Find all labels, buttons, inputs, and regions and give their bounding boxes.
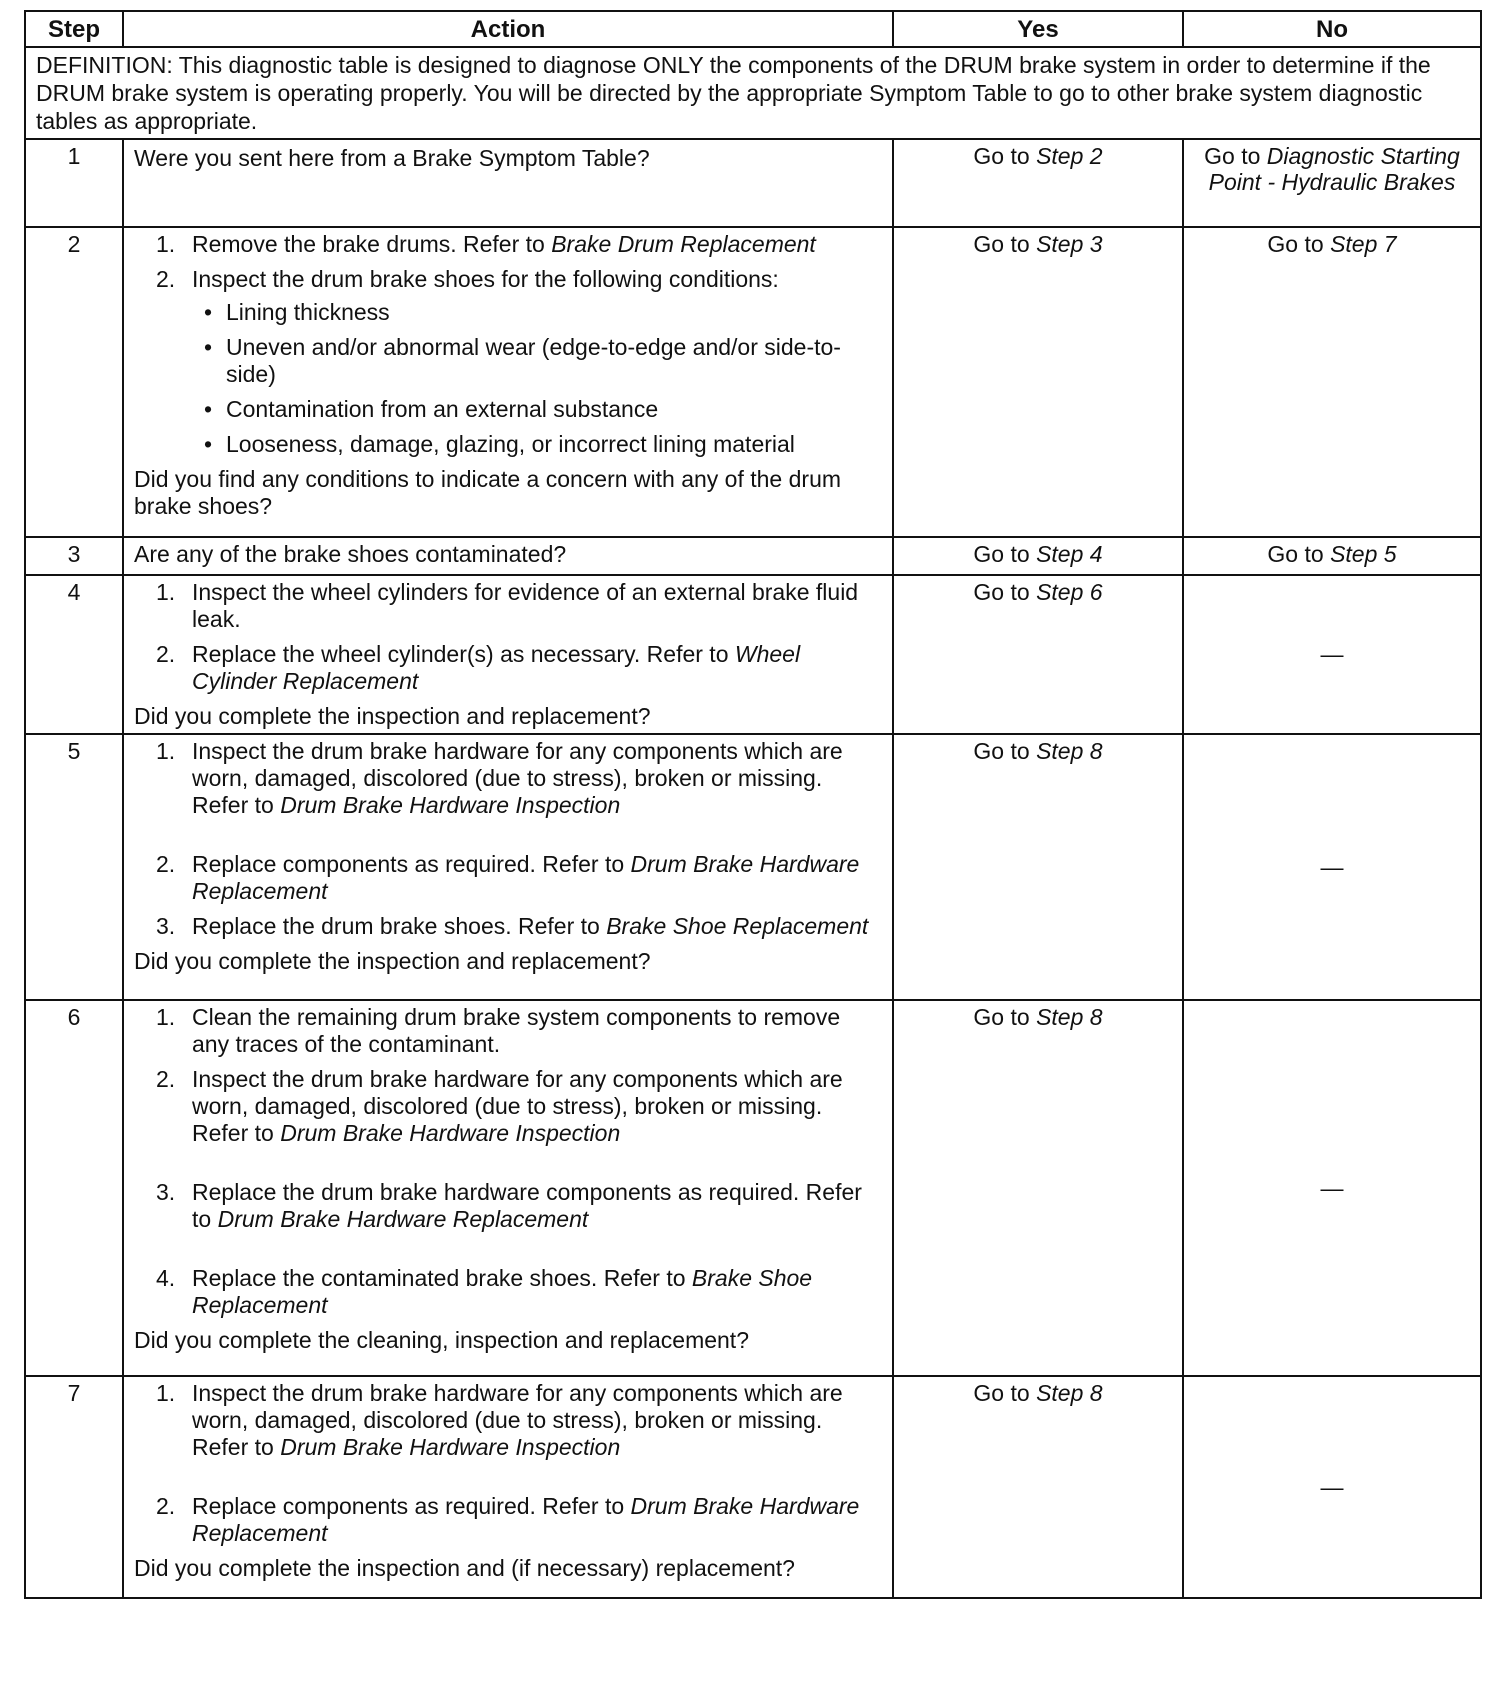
action-list xyxy=(134,1004,882,1319)
item-text: Inspect the drum brake shoes for the following conditions: xyxy=(192,266,779,292)
action-cell xyxy=(123,1000,893,1376)
item-text: Replace components as required. Refer to xyxy=(192,1493,625,1519)
header-step: Step xyxy=(25,11,123,47)
step-number: 4 xyxy=(25,575,123,734)
action-list xyxy=(134,579,882,695)
question-text: Did you complete the cleaning, inspection and replacement? xyxy=(134,1327,749,1353)
goto-label: Go to xyxy=(973,143,1030,169)
table-row xyxy=(25,1000,1481,1376)
item-number: 1. xyxy=(156,738,176,764)
no-cell xyxy=(1183,1376,1481,1598)
condition-item: • Lining thickness xyxy=(192,299,882,326)
item-number: 1. xyxy=(156,579,176,605)
action-list xyxy=(134,738,882,940)
no-cell xyxy=(1183,139,1481,227)
action-cell xyxy=(123,734,893,1000)
item-number: 2. xyxy=(156,851,176,877)
item-reference: Drum Brake Hardware Inspection xyxy=(280,1434,621,1460)
item-reference: Drum Brake Hardware Replacement xyxy=(192,851,860,904)
goto-label: Go to xyxy=(973,1380,1030,1406)
question-text: Were you sent here from a Brake Symptom Table? xyxy=(134,145,650,171)
table-row xyxy=(25,537,1481,575)
goto-label: Go to xyxy=(973,1004,1030,1030)
condition-item: • Looseness, damage, glazing, or incorrect lining material xyxy=(192,431,882,458)
yes-cell xyxy=(893,734,1183,1000)
goto-label: Go to xyxy=(973,738,1030,764)
header-yes: Yes xyxy=(893,11,1183,47)
yes-cell xyxy=(893,139,1183,227)
item-text: Inspect the wheel cylinders for evidence of an external brake fluid leak. xyxy=(192,579,859,632)
step-number: 7 xyxy=(25,1376,123,1598)
action-cell xyxy=(123,139,893,227)
yes-target: Step 8 xyxy=(1036,738,1103,764)
yes-cell xyxy=(893,575,1183,734)
action-cell xyxy=(123,537,893,575)
goto-label: Go to xyxy=(973,579,1030,605)
question-text: Are any of the brake shoes contaminated? xyxy=(134,541,567,567)
condition-item: • Uneven and/or abnormal wear (edge-to-edge and/or side-to-side) xyxy=(192,334,882,388)
action-list xyxy=(134,231,882,458)
question-text: Did you complete the inspection and replacement? xyxy=(134,948,651,974)
yes-target: Step 8 xyxy=(1036,1380,1103,1406)
dash-mark: — xyxy=(1320,853,1344,880)
list-item xyxy=(134,1004,882,1058)
item-number: 2. xyxy=(156,1066,176,1092)
step-number: 3 xyxy=(25,537,123,575)
list-item xyxy=(134,851,882,905)
item-number: 3. xyxy=(156,913,176,939)
step-number: 6 xyxy=(25,1000,123,1376)
header-row xyxy=(25,11,1481,47)
item-reference: Drum Brake Hardware Inspection xyxy=(280,1120,621,1146)
yes-target: Step 2 xyxy=(1036,143,1103,169)
action-cell xyxy=(123,227,893,537)
list-item xyxy=(134,579,882,633)
list-item xyxy=(134,266,882,458)
goto-label: Go to xyxy=(1267,541,1324,567)
item-number: 1. xyxy=(156,231,176,257)
definition-text: DEFINITION: This diagnostic table is designed to diagnose ONLY the components of the DRUM brake system in order to determine if the DRUM brake system is operating properly. You will be directed by the appropriate Symptom Table to go to other brake system diagnostic tables as appropriate. xyxy=(25,47,1481,139)
item-text: Replace components as required. Refer to xyxy=(192,851,625,877)
table-row xyxy=(25,227,1481,537)
dash-mark: — xyxy=(1320,1473,1344,1500)
action-cell xyxy=(123,575,893,734)
dash-mark: — xyxy=(1320,1174,1344,1201)
condition-list xyxy=(192,299,882,458)
item-text: Inspect the drum brake hardware for any components which are worn, damaged, discolored (due to stress), broken or missing. Refer to xyxy=(192,1066,843,1146)
list-item xyxy=(134,1265,882,1319)
no-target: Diagnostic Starting Point - Hydraulic Brakes xyxy=(1208,143,1460,195)
list-item xyxy=(134,231,882,258)
item-number: 3. xyxy=(156,1179,176,1205)
item-reference: Drum Brake Hardware Replacement xyxy=(217,1206,589,1232)
dash-mark: — xyxy=(1320,641,1344,667)
yes-cell xyxy=(893,537,1183,575)
item-number: 2. xyxy=(156,266,176,292)
goto-label: Go to xyxy=(1267,231,1324,257)
item-reference: Drum Brake Hardware Inspection xyxy=(280,792,621,818)
goto-label: Go to xyxy=(973,231,1030,257)
item-text: Clean the remaining drum brake system components to remove any traces of the contaminant. xyxy=(192,1004,841,1057)
question-text: Did you find any conditions to indicate a concern with any of the drum brake shoes? xyxy=(134,466,842,519)
yes-cell xyxy=(893,227,1183,537)
yes-target: Step 6 xyxy=(1036,579,1103,605)
yes-cell xyxy=(893,1376,1183,1598)
item-number: 1. xyxy=(156,1004,176,1030)
list-item xyxy=(134,1493,882,1547)
item-reference: Brake Shoe Replacement xyxy=(606,913,869,939)
question-text: Did you complete the inspection and replacement? xyxy=(134,703,651,729)
definition-row xyxy=(25,47,1481,139)
item-reference: Brake Drum Replacement xyxy=(551,231,816,257)
no-target: Step 7 xyxy=(1330,231,1397,257)
yes-target: Step 4 xyxy=(1036,541,1103,567)
condition-item: • Contamination from an external substance xyxy=(192,396,882,423)
item-reference: Wheel Cylinder Replacement xyxy=(192,641,801,694)
goto-label: Go to xyxy=(1204,143,1261,169)
item-reference: Drum Brake Hardware Replacement xyxy=(192,1493,860,1546)
list-item xyxy=(134,641,882,695)
no-target: Step 5 xyxy=(1330,541,1397,567)
table-row xyxy=(25,139,1481,227)
header-no: No xyxy=(1183,11,1481,47)
list-item xyxy=(134,1066,882,1147)
item-text: Remove the brake drums. Refer to xyxy=(192,231,545,257)
item-number: 2. xyxy=(156,1493,176,1519)
step-number: 2 xyxy=(25,227,123,537)
action-list xyxy=(134,1380,882,1547)
list-item xyxy=(134,738,882,819)
yes-target: Step 8 xyxy=(1036,1004,1103,1030)
no-cell xyxy=(1183,227,1481,537)
no-cell xyxy=(1183,1000,1481,1376)
list-item xyxy=(134,1380,882,1461)
item-text: Inspect the drum brake hardware for any components which are worn, damaged, discolored (due to stress), broken or missing. Refer to xyxy=(192,1380,843,1460)
item-text: Inspect the drum brake hardware for any components which are worn, damaged, discolored (due to stress), broken or missing. Refer to xyxy=(192,738,843,818)
no-cell xyxy=(1183,734,1481,1000)
item-number: 4. xyxy=(156,1265,176,1291)
item-number: 2. xyxy=(156,641,176,667)
list-item xyxy=(134,1179,882,1233)
diagnostic-table xyxy=(24,10,1482,1599)
yes-cell xyxy=(893,1000,1183,1376)
header-action: Action xyxy=(123,11,893,47)
list-item xyxy=(134,913,882,940)
step-number: 5 xyxy=(25,734,123,1000)
no-cell xyxy=(1183,575,1481,734)
action-cell xyxy=(123,1376,893,1598)
step-number: 1 xyxy=(25,139,123,227)
question-text: Did you complete the inspection and (if necessary) replacement? xyxy=(134,1555,795,1581)
yes-target: Step 3 xyxy=(1036,231,1103,257)
goto-label: Go to xyxy=(973,541,1030,567)
item-text: Replace the contaminated brake shoes. Refer to xyxy=(192,1265,686,1291)
item-reference: Brake Shoe Replacement xyxy=(192,1265,813,1318)
item-text: Replace the drum brake hardware components as required. Refer to xyxy=(192,1179,862,1232)
item-number: 1. xyxy=(156,1380,176,1406)
table-row xyxy=(25,1376,1481,1598)
table-row xyxy=(25,734,1481,1000)
item-text: Replace the wheel cylinder(s) as necessary. Refer to xyxy=(192,641,729,667)
item-text: Replace the drum brake shoes. Refer to xyxy=(192,913,600,939)
no-cell xyxy=(1183,537,1481,575)
table-row xyxy=(25,575,1481,734)
